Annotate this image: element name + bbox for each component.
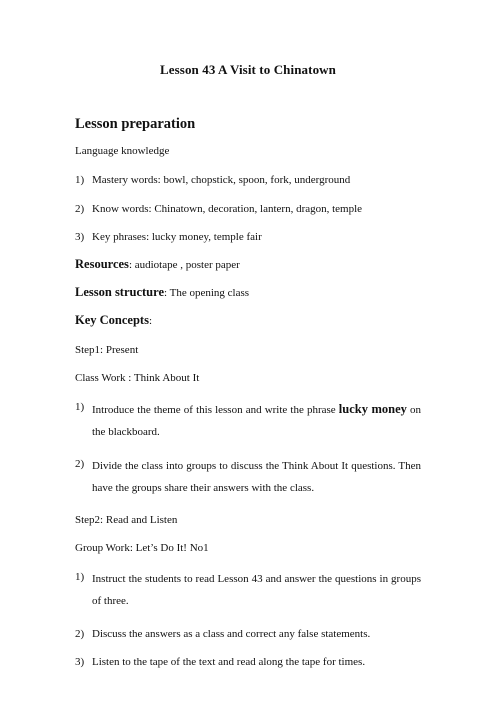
section-heading: Lesson preparation bbox=[75, 116, 196, 132]
list-number: 2) bbox=[75, 628, 85, 640]
key-concepts-label: Key Concepts bbox=[75, 313, 149, 327]
list-text: Listen to the tape of the text and read along the tape for times. bbox=[92, 656, 366, 668]
list-number: 1) bbox=[75, 401, 85, 413]
lesson-structure-text: : The opening class bbox=[164, 287, 250, 299]
list-text: Divide the class into groups to discuss the Think About It questions. Then have the groups share their answers with the class. bbox=[92, 460, 421, 494]
step1-title: Step1: Present bbox=[75, 344, 139, 356]
list-text: Key phrases: lucky money, temple fair bbox=[92, 231, 262, 243]
list-text: Mastery words: bowl, chopstick, spoon, fork, underground bbox=[92, 174, 351, 186]
list-text: Know words: Chinatown, decoration, lantern, dragon, temple bbox=[92, 203, 363, 215]
key-concepts-text: : bbox=[148, 315, 153, 327]
step2-title: Step2: Read and Listen bbox=[75, 514, 178, 526]
resources-line bbox=[75, 257, 240, 272]
list-text-part: on the blackboard. bbox=[92, 404, 421, 438]
list-text-part: Introduce the theme of this lesson and write the phrase bbox=[92, 404, 339, 416]
key-concepts-line bbox=[75, 313, 152, 328]
step2-subtitle: Group Work: Let’s Do It! No1 bbox=[75, 542, 209, 554]
list-number: 2) bbox=[75, 458, 85, 470]
list-number: 1) bbox=[75, 174, 85, 186]
list-number: 1) bbox=[75, 571, 85, 583]
list-number: 3) bbox=[75, 656, 85, 668]
resources-text: : audiotape , poster paper bbox=[128, 259, 240, 271]
language-knowledge-label: Language knowledge bbox=[75, 145, 170, 157]
step1-subtitle: Class Work : Think About It bbox=[75, 372, 200, 384]
page-title: Lesson 43 A Visit to Chinatown bbox=[159, 62, 336, 77]
list-text bbox=[92, 398, 421, 443]
list-text: Instruct the students to read Lesson 43 and answer the questions in groups of three. bbox=[92, 573, 421, 607]
lesson-structure-line bbox=[75, 285, 249, 300]
resources-label: Resources bbox=[75, 257, 129, 271]
list-number: 3) bbox=[75, 231, 85, 243]
lesson-structure-label: Lesson structure bbox=[75, 285, 165, 299]
list-text: Discuss the answers as a class and correct any false statements. bbox=[92, 628, 371, 640]
list-number: 2) bbox=[75, 203, 85, 215]
highlight-phrase: lucky money bbox=[338, 402, 407, 416]
